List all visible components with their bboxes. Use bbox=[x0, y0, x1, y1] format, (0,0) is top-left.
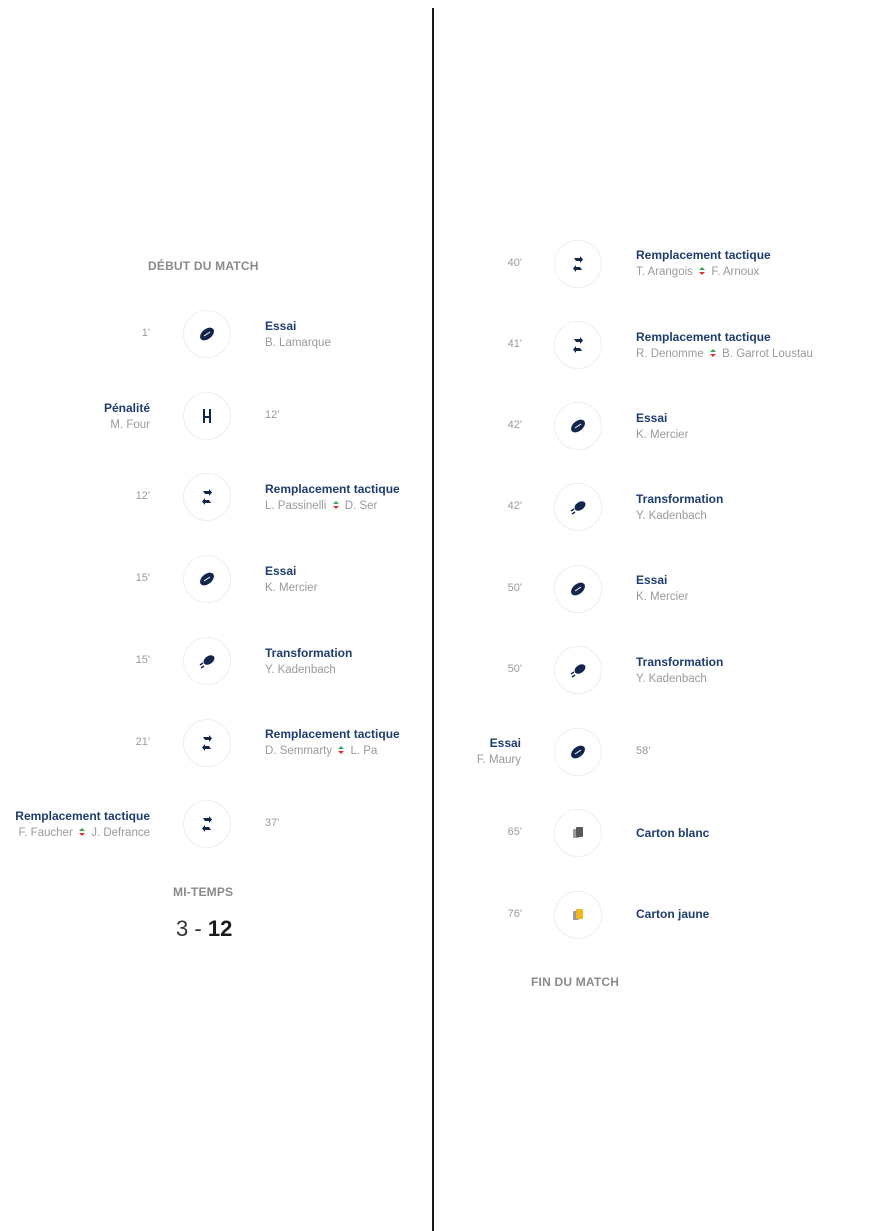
timeline-first-half bbox=[0, 0, 432, 1231]
swap-mini-icon bbox=[332, 500, 340, 510]
event-title: Essai bbox=[489, 736, 521, 750]
event-icon-circle bbox=[554, 891, 602, 939]
event-title: Essai bbox=[265, 564, 297, 578]
event-player: B. Lamarque bbox=[265, 337, 331, 349]
home-score: 3 bbox=[176, 916, 189, 941]
event-minute: 50' bbox=[507, 663, 522, 675]
player-out: L. Passinelli bbox=[265, 500, 327, 512]
event-player: K. Mercier bbox=[636, 429, 689, 441]
away-score: 12 bbox=[207, 916, 233, 941]
ball-icon bbox=[568, 742, 588, 762]
event-title: Essai bbox=[636, 411, 668, 425]
swap-mini-icon bbox=[337, 745, 345, 755]
event-player: K. Mercier bbox=[265, 582, 318, 594]
kick-icon bbox=[197, 651, 217, 671]
event-minute: 65' bbox=[507, 826, 522, 838]
substitution-icon bbox=[197, 487, 217, 507]
event-minute: 21' bbox=[135, 736, 150, 748]
swap-mini-icon bbox=[709, 348, 717, 358]
substitution-icon bbox=[568, 254, 588, 274]
player-in: L. Pa bbox=[350, 745, 378, 757]
event-icon-circle bbox=[554, 565, 602, 613]
event-minute: 12' bbox=[135, 490, 150, 502]
substitution-icon bbox=[197, 814, 217, 834]
event-title: Remplacement tactique bbox=[636, 248, 771, 262]
white-card-icon bbox=[568, 823, 588, 843]
event-title: Transformation bbox=[636, 655, 724, 669]
event-icon-circle bbox=[554, 728, 602, 776]
event-icon-circle bbox=[554, 240, 602, 288]
event-title: Essai bbox=[265, 319, 297, 333]
event-icon-circle bbox=[183, 310, 231, 358]
yellow-card-icon bbox=[568, 905, 588, 925]
ball-icon bbox=[197, 569, 217, 589]
halftime-score bbox=[176, 916, 232, 942]
kick-icon bbox=[568, 660, 588, 680]
match-start-label: DÉBUT DU MATCH bbox=[148, 259, 259, 273]
event-title: Transformation bbox=[265, 646, 353, 660]
timeline-second-half bbox=[434, 0, 870, 1231]
event-minute: 15' bbox=[135, 572, 150, 584]
event-icon-circle bbox=[183, 800, 231, 848]
ball-icon bbox=[568, 416, 588, 436]
event-players bbox=[265, 745, 383, 757]
player-in: D. Ser bbox=[344, 500, 378, 512]
player-out: R. Denomme bbox=[636, 348, 704, 360]
event-icon-circle bbox=[183, 719, 231, 767]
event-minute: 42' bbox=[507, 500, 522, 512]
event-title: Essai bbox=[636, 573, 668, 587]
event-title: Carton blanc bbox=[636, 826, 710, 840]
event-title: Remplacement tactique bbox=[15, 809, 150, 823]
event-icon-circle bbox=[554, 321, 602, 369]
event-minute: 40' bbox=[507, 257, 522, 269]
event-icon-circle bbox=[554, 483, 602, 531]
event-title: Remplacement tactique bbox=[265, 727, 400, 741]
ball-icon bbox=[568, 579, 588, 599]
event-minute: 15' bbox=[135, 654, 150, 666]
player-out: T. Arangois bbox=[636, 266, 693, 278]
score-separator: - bbox=[194, 916, 202, 941]
event-icon-circle bbox=[183, 392, 231, 440]
event-players bbox=[636, 348, 813, 360]
player-out: D. Semmarty bbox=[265, 745, 333, 757]
event-icon-circle bbox=[554, 809, 602, 857]
event-title: Carton jaune bbox=[636, 907, 710, 921]
event-player: Y. Kadenbach bbox=[265, 664, 336, 676]
event-players bbox=[0, 827, 150, 839]
event-minute: 58' bbox=[636, 745, 651, 757]
event-icon-circle bbox=[183, 637, 231, 685]
halftime-label: MI-TEMPS bbox=[173, 885, 234, 899]
event-icon-circle bbox=[554, 402, 602, 450]
event-players bbox=[265, 500, 383, 512]
event-players bbox=[636, 266, 759, 278]
event-player: Y. Kadenbach bbox=[636, 673, 707, 685]
goalpost-icon bbox=[197, 406, 217, 426]
event-minute: 50' bbox=[507, 582, 522, 594]
event-player: F. Maury bbox=[476, 754, 521, 766]
event-title: Pénalité bbox=[103, 401, 150, 415]
event-player: M. Four bbox=[110, 419, 150, 431]
player-in: J. Defrance bbox=[91, 827, 150, 839]
event-minute: 42' bbox=[507, 419, 522, 431]
event-title: Remplacement tactique bbox=[265, 482, 400, 496]
player-in: B. Garrot Loustau bbox=[722, 348, 813, 360]
kick-icon bbox=[568, 497, 588, 517]
event-title: Transformation bbox=[636, 492, 724, 506]
event-minute: 1' bbox=[141, 327, 150, 339]
event-minute: 37' bbox=[265, 817, 280, 829]
swap-mini-icon bbox=[78, 827, 86, 837]
event-player: Y. Kadenbach bbox=[636, 510, 707, 522]
event-title: Remplacement tactique bbox=[636, 330, 771, 344]
event-minute: 76' bbox=[507, 908, 522, 920]
substitution-icon bbox=[197, 733, 217, 753]
event-icon-circle bbox=[183, 473, 231, 521]
substitution-icon bbox=[568, 335, 588, 355]
player-in: F. Arnoux bbox=[711, 266, 760, 278]
event-player: K. Mercier bbox=[636, 591, 689, 603]
swap-mini-icon bbox=[698, 266, 706, 276]
event-icon-circle bbox=[554, 646, 602, 694]
player-out: F. Faucher bbox=[18, 827, 73, 839]
event-icon-circle bbox=[183, 555, 231, 603]
match-end-label: FIN DU MATCH bbox=[531, 975, 620, 989]
event-minute: 41' bbox=[507, 338, 522, 350]
ball-icon bbox=[197, 324, 217, 344]
event-minute: 12' bbox=[265, 409, 280, 421]
